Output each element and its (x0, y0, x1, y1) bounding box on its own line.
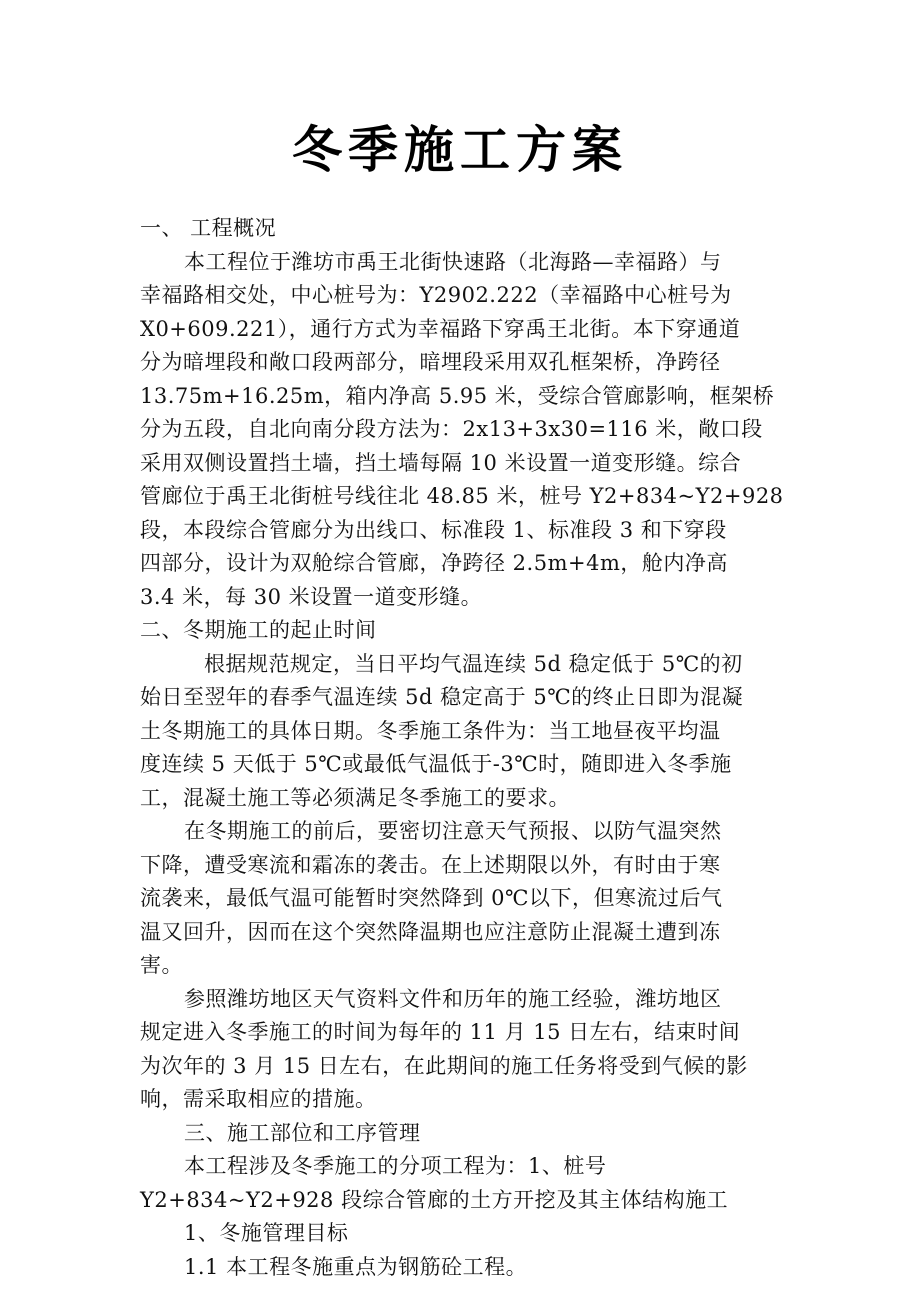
paragraph-line: 为次年的 3 月 15 日左右，在此期间的施工任务将受到气候的影 (140, 1053, 748, 1078)
subsection-heading: 1、冬施管理目标 (184, 1221, 349, 1245)
paragraph-line: X0+609.221），通行方式为幸福路下穿禹王北街。本下穿通道 (140, 316, 741, 341)
paragraph-line: 流袭来，最低气温可能暂时突然降到 0℃以下，但寒流过后气 (140, 886, 723, 910)
paragraph-line: 幸福路相交处，中心桩号为：Y2902.222（幸福路中心桩号为 (140, 283, 732, 307)
section-heading-winter-period: 二、冬期施工的起止时间 (140, 618, 377, 642)
paragraph-line: 13.75m+16.25m，箱内净高 5.95 米，受综合管廊影响，框架桥 (140, 383, 775, 408)
paragraph-line: 度连续 5 天低于 5℃或最低气温低于-3℃时，随即进入冬季施 (140, 752, 732, 776)
paragraph-line: 根据规范规定，当日平均气温连续 5d 稳定低于 5℃的初 (204, 651, 743, 676)
paragraph-line: 3.4 米，每 30 米设置一道变形缝。 (140, 584, 483, 609)
paragraph-line: 段，本段综合管廊分为出线口、标准段 1、标准段 3 和下穿段 (140, 517, 727, 542)
paragraph-line: 土冬期施工的具体日期。冬季施工条件为：当工地昼夜平均温 (140, 718, 721, 743)
paragraph-line: 四部分，设计为双舱综合管廊，净跨径 2.5m+4m，舱内净高 (140, 551, 728, 575)
paragraph-line: 下降，遭受寒流和霜冻的袭击。在上述期限以外，有时由于寒 (140, 852, 721, 877)
section-heading-overview: 一、 工程概况 (140, 216, 277, 240)
paragraph-line: 害。 (140, 953, 183, 977)
paragraph-line: 温又回升，因而在这个突然降温期也应注意防止混凝土遭到冻 (140, 919, 721, 944)
paragraph-line: 1.1 本工程冬施重点为钢筋砼工程。 (184, 1254, 528, 1279)
paragraph-line: 参照潍坊地区天气资料文件和历年的施工经验，潍坊地区 (184, 986, 722, 1011)
paragraph-line: 始日至翌年的春季气温连续 5d 稳定高于 5℃的终止日即为混凝 (140, 685, 744, 709)
paragraph-line: 本工程位于潍坊市禹王北街快速路（北海路—幸福路）与 (184, 249, 722, 274)
paragraph-line: 采用双侧设置挡土墙，挡土墙每隔 10 米设置一道变形缝。综合 (140, 450, 742, 475)
paragraph-line: 本工程涉及冬季施工的分项工程为：1、桩号 (184, 1154, 607, 1178)
paragraph-line: 管廊位于禹王北街桩号线往北 48.85 米，桩号 Y2+834~Y2+928 (140, 484, 784, 508)
paragraph-line: 在冬期施工的前后，要密切注意天气预报、以防气温突然 (184, 819, 722, 843)
paragraph-line: Y2+834~Y2+928 段综合管廊的土方开挖及其主体结构施工 (140, 1187, 729, 1212)
page-title: 冬季施工方案 (292, 120, 628, 179)
paragraph-line: 工，混凝土施工等必须满足冬季施工的要求。 (140, 785, 570, 810)
paragraph-line: 分为五段，自北向南分段方法为：2x13+3x30=116 米，敞口段 (140, 417, 763, 441)
paragraph-line: 分为暗埋段和敞口段两部分，暗埋段采用双孔框架桥，净跨径 (140, 350, 721, 374)
section-heading-construction: 三、施工部位和工序管理 (184, 1120, 421, 1145)
paragraph-line: 响，需采取相应的措施。 (140, 1087, 377, 1111)
paragraph-line: 规定进入冬季施工的时间为每年的 11 月 15 日左右，结束时间 (140, 1020, 741, 1044)
document-body (140, 212, 784, 1284)
